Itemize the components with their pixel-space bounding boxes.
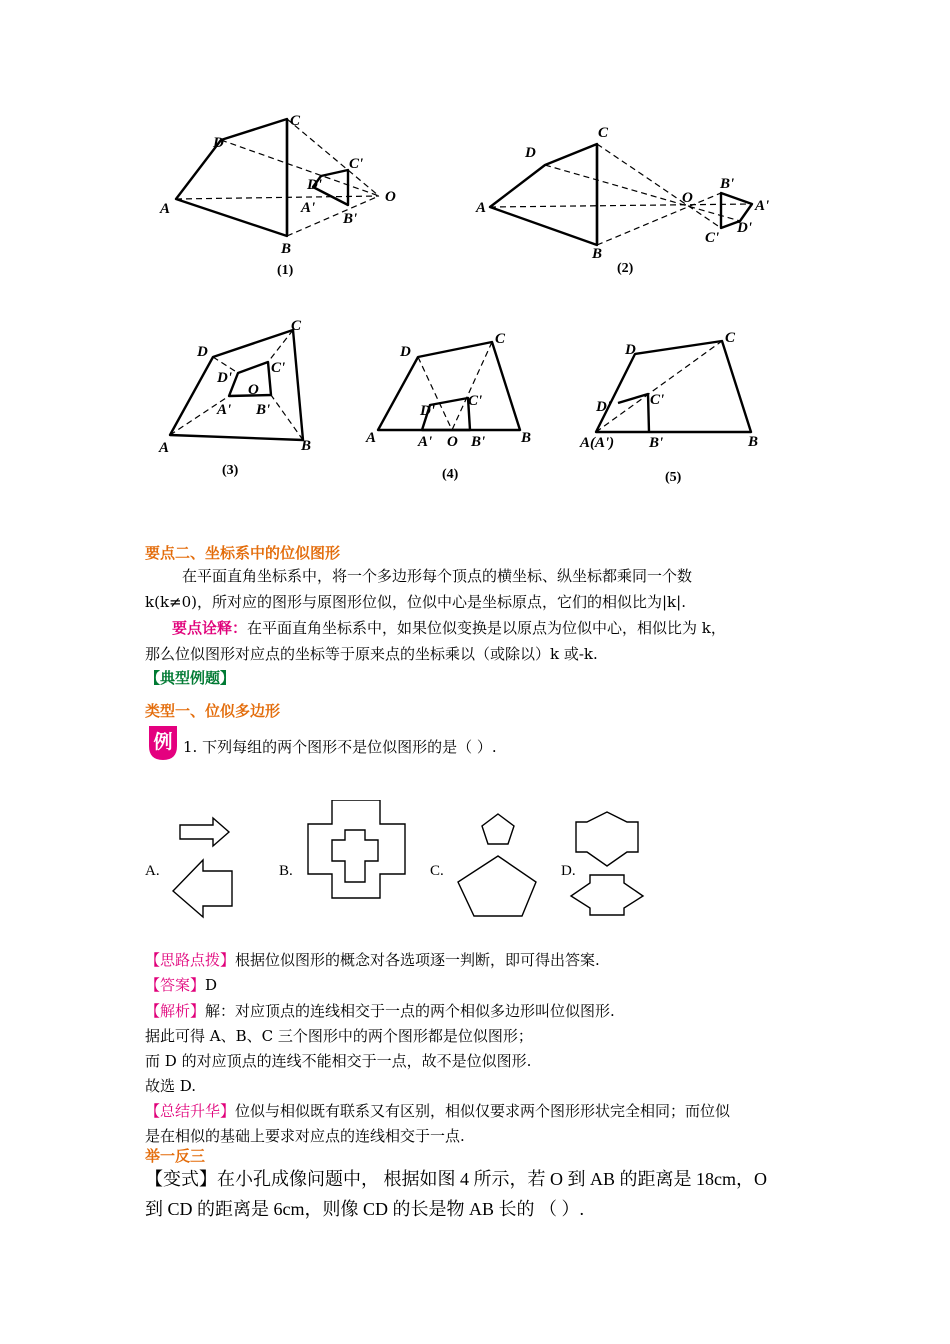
caption-5: (5)	[665, 470, 682, 485]
practice-line1: 【变式】在小孔成像问题中， 根据如图 4 所示，若 O 到 AB 的距离是 18cm，O	[145, 1169, 767, 1189]
label-d: D	[213, 135, 224, 151]
label-b: B	[521, 430, 532, 446]
option-a-label: A.	[145, 863, 160, 879]
label-a1: A'	[418, 434, 433, 450]
practice-line2: 到 CD 的距离是 6cm，则像 CD 的长是物 AB 长的 （ ）.	[145, 1199, 585, 1219]
example-badge-icon	[146, 722, 180, 762]
analysis-line4: 故选 D.	[145, 1077, 197, 1095]
options-area	[140, 800, 680, 925]
figures-area	[0, 0, 950, 520]
label-b: B	[301, 438, 312, 454]
label-c: C	[725, 330, 736, 346]
label-d: D	[197, 344, 208, 360]
summary-label: 【总结升华】	[145, 1102, 236, 1120]
option-d-figure	[571, 812, 643, 915]
label-c: C	[290, 113, 301, 129]
hint-label: 【思路点拨】	[145, 951, 236, 969]
label-b1: B'	[256, 402, 271, 418]
label-c: C	[291, 318, 302, 334]
section2-para-line1: 在平面直角坐标系中，将一个多边形每个顶点的横坐标、纵坐标都乘同一个数	[182, 567, 693, 585]
note-text: 在平面直角坐标系中，如果位似变换是以原点为位似中心，相似比为 k，	[247, 619, 726, 637]
note-label: 要点诠释：	[172, 619, 248, 637]
label-a-a1: A(A')	[580, 435, 615, 451]
label-b1: B'	[720, 176, 735, 192]
section2-note-line1	[172, 615, 726, 641]
option-b-label: B.	[279, 863, 293, 879]
section2-heading: 要点二、坐标系中的位似图形	[145, 544, 341, 562]
label-b: B	[281, 241, 292, 257]
answer-label: 【答案】	[145, 976, 206, 994]
label-d1: D'	[737, 220, 752, 236]
example-question: 1. 下列每组的两个图形不是位似图形的是（ ）.	[183, 738, 497, 756]
analysis-line3: 而 D 的对应顶点的连线不能相交于一点，故不是位似图形.	[145, 1052, 532, 1070]
label-d1: D'	[596, 399, 611, 415]
label-c1: C'	[271, 360, 286, 376]
summary-line1	[145, 1098, 730, 1124]
label-o: O	[682, 190, 693, 206]
label-b1: B'	[471, 434, 486, 450]
practice-heading: 举一反三	[145, 1147, 206, 1165]
section2-note-line2: 那么位似图形对应点的坐标等于原来点的坐标乘以（或除以）k 或-k.	[145, 645, 598, 663]
label-d: D	[625, 342, 636, 358]
label-d: D	[525, 145, 536, 161]
caption-2: (2)	[617, 261, 634, 276]
label-c: C	[495, 331, 506, 347]
label-d1: D'	[217, 370, 232, 386]
option-c-label: C.	[430, 863, 444, 879]
option-a-figure	[173, 818, 232, 917]
label-a: A	[159, 440, 170, 456]
label-a: A	[160, 201, 171, 217]
analysis-text: 解：对应顶点的连线相交于一点的两个相似多边形叫位似图形.	[205, 1002, 615, 1020]
caption-1: (1)	[277, 263, 294, 278]
options-figures	[140, 800, 680, 925]
label-o: O	[447, 434, 458, 450]
label-a: A	[476, 200, 487, 216]
homothety-figures	[0, 0, 950, 520]
label-d: D	[400, 344, 411, 360]
analysis-label: 【解析】	[145, 1002, 206, 1020]
answer-text: D	[205, 976, 218, 994]
figure-5	[596, 341, 751, 432]
examples-heading: 【典型例题】	[145, 669, 236, 687]
caption-3: (3)	[222, 463, 239, 478]
label-c1: C'	[468, 393, 483, 409]
caption-4: (4)	[442, 467, 459, 482]
label-c1: C'	[705, 230, 720, 246]
answer-line	[145, 972, 217, 998]
label-d1: D'	[420, 403, 435, 419]
label-b1: B'	[649, 435, 664, 451]
section2-para-line2: k(k≠0)，所对应的图形与原图形位似，位似中心是坐标原点，它们的相似比为|k|.	[145, 593, 686, 611]
label-o: O	[385, 189, 396, 205]
hint-line	[145, 947, 600, 973]
label-c: C	[598, 125, 609, 141]
label-a1: A'	[217, 402, 232, 418]
label-a1: A'	[755, 198, 770, 214]
hint-text: 根据位似图形的概念对各选项逐一判断，即可得出答案.	[235, 951, 600, 969]
type1-heading: 类型一、位似多边形	[145, 702, 281, 720]
option-c-figure	[458, 814, 536, 916]
label-d1: D'	[307, 177, 322, 193]
option-b-figure	[308, 800, 405, 898]
label-b: B	[592, 246, 603, 262]
analysis-line2: 据此可得 A、B、C 三个图形中的两个图形都是位似图形；	[145, 1027, 533, 1045]
label-c1: C'	[650, 392, 665, 408]
label-c1: C'	[349, 156, 364, 172]
label-b: B	[748, 434, 759, 450]
option-d-label: D.	[561, 863, 576, 879]
summary-line2: 是在相似的基础上要求对应点的连线相交于一点.	[145, 1127, 465, 1145]
summary-text: 位似与相似既有联系又有区别，相似仅要求两个图形形状完全相同；而位似	[235, 1102, 731, 1120]
figure-3	[170, 330, 303, 440]
label-a: A	[366, 430, 377, 446]
label-b1: B'	[343, 211, 358, 227]
analysis-line	[145, 998, 615, 1024]
label-o: O	[248, 382, 259, 398]
label-a1: A'	[301, 200, 316, 216]
badge-text: 例	[153, 731, 173, 753]
